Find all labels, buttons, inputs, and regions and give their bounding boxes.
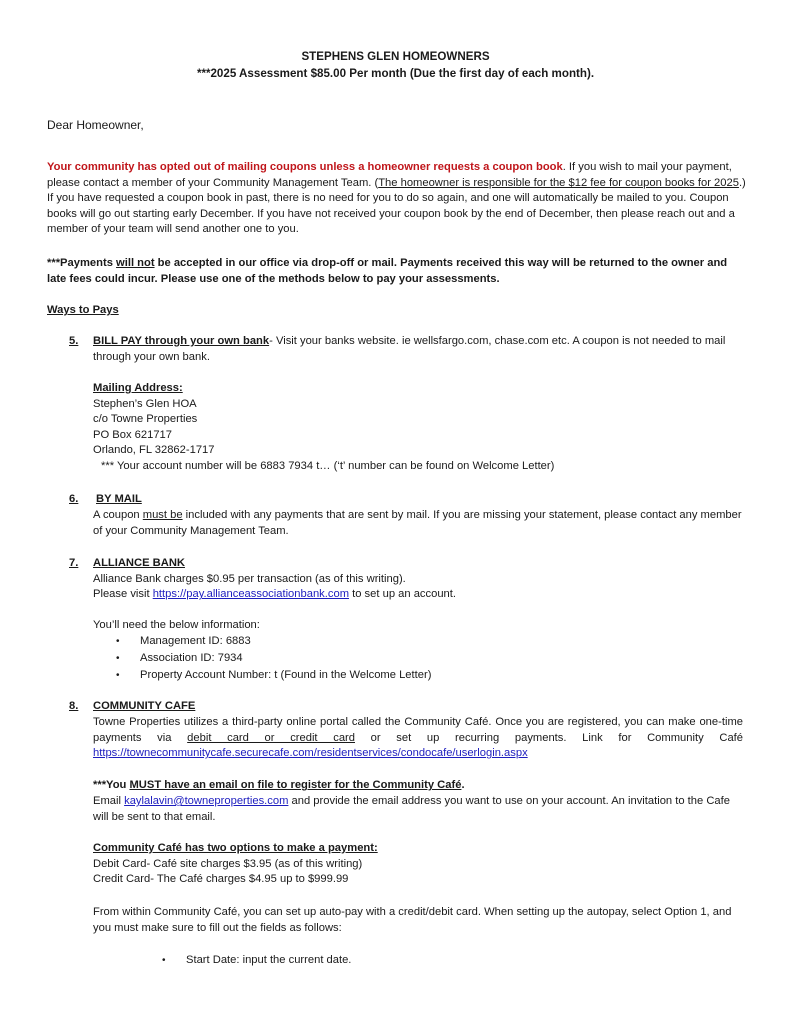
community-cafe-link[interactable]: https://townecommunitycafe.securecafe.com/residentservices/condocafe/userlogin.aspx: [93, 747, 528, 760]
intro-paragraph: [47, 160, 747, 238]
bullet-icon: •: [116, 670, 120, 681]
property-account-number: Property Account Number: t (Found in the Welcome Letter): [140, 669, 432, 681]
list-item: [116, 668, 431, 684]
document-title: STEPHENS GLEN HOMEOWNERS: [301, 50, 490, 63]
debit-card-option: Debit Card- Café site charges $3.95 (as of this writing): [93, 857, 363, 870]
warning-paragraph: [47, 256, 747, 287]
association-id: Association ID: 7934: [140, 652, 243, 664]
section-number-8: 8.: [69, 700, 79, 712]
warning-underlined: will not: [116, 257, 155, 269]
bill-pay-text: - Visit your banks website. ie wellsfargo.com, chase.com etc. A coupon is not needed to mail through your own bank.: [93, 335, 726, 363]
cafe-must-underlined: MUST have an email on file to register for the Community Café: [129, 779, 462, 791]
mailing-address-heading: Mailing Address:: [93, 382, 183, 394]
section-number-5: 5.: [69, 335, 79, 347]
intro-text-1: . If you wish to mail your payment, please contact a member of your Community Management Team. (: [47, 161, 732, 189]
by-mail-text-2: included with any payments that are sent by mail. If you are missing your statement, please contact any member of your Community Management Team.: [93, 509, 742, 537]
email-link[interactable]: kaylalavin@towneproperties.com: [124, 795, 289, 807]
list-item: [116, 634, 251, 650]
alliance-visit-pre: Please visit: [93, 588, 153, 601]
by-mail-underlined: must be: [142, 509, 183, 521]
cafe-email-requirement: [93, 778, 743, 794]
cafe-underlined: debit card or credit card: [187, 731, 355, 744]
alliance-bank-link[interactable]: https://pay.allianceassociationbank.com: [152, 588, 350, 601]
cafe-email-pre: Email: [93, 795, 125, 807]
section-number-6: 6.: [69, 493, 79, 505]
section-number-7: 7.: [69, 557, 79, 569]
bill-pay-section: [93, 334, 743, 365]
address-line: Orlando, FL 32862-1717: [93, 444, 215, 457]
list-item: [162, 953, 351, 969]
cafe-text-2: or set up recurring payments. Link for Community Café: [355, 731, 743, 744]
alliance-visit-line: [93, 587, 743, 603]
cafe-must-lead: ***You: [93, 779, 130, 791]
ways-to-pay-heading: Ways to Pays: [47, 304, 119, 316]
alliance-need-info: You’ll need the below information:: [93, 619, 260, 631]
alliance-title: ALLIANCE BANK: [93, 557, 185, 569]
cafe-email-post: and provide the email address you want to use on your account. An invitation to the Cafe will be sent to that email.: [93, 795, 730, 823]
bullet-icon: •: [162, 955, 166, 966]
by-mail-text-1: A coupon: [93, 509, 143, 521]
cafe-options-heading: Community Café has two options to make a payment:: [93, 842, 378, 854]
account-number-note: *** Your account number will be 6883 7934 t… (‘t’ number can be found on Welcome Letter): [101, 459, 555, 472]
alliance-section: [93, 556, 743, 603]
intro-red-lead: Your community has opted out of mailing coupons unless a homeowner requests a coupon book: [47, 161, 563, 173]
bullet-icon: •: [116, 636, 120, 647]
warning-rest: be accepted in our office via drop-off or mail. Payments received this way will be returned to the owner and late fees could incur. Please use one of the methods below to pay your assessments.: [47, 257, 728, 285]
by-mail-text: [93, 508, 743, 539]
autopay-paragraph: From within Community Café, you can set up auto-pay with a credit/debit card. When setting up the autopay, select Option 1, and you must make sure to fill out the fields as follows:: [93, 906, 732, 934]
address-line: PO Box 621717: [93, 428, 172, 441]
management-id: Management ID: 6883: [140, 635, 251, 647]
cafe-description: [93, 715, 743, 762]
by-mail-title: [96, 492, 746, 508]
address-line: Stephen’s Glen HOA: [93, 397, 197, 410]
cafe-title: COMMUNITY CAFE: [93, 700, 196, 712]
cafe-title-wrap: [93, 699, 743, 715]
intro-text-2: .) If you have requested a coupon book in past, there is no need for you to do so again, and one will automatically be mailed to you. Coupon books will go out starting early December. If you have not received your coupon book by the end of December, then please reach out and a member of your team will send another one to you.: [47, 176, 746, 236]
intro-underlined: The homeowner is responsible for the $12 fee for coupon books for 2025: [378, 176, 739, 189]
address-line: c/o Towne Properties: [93, 413, 198, 426]
greeting: Dear Homeowner,: [47, 118, 144, 132]
bill-pay-title: BILL PAY through your own bank: [93, 335, 270, 347]
bullet-icon: •: [116, 653, 120, 664]
by-mail-title-text: BY MAIL: [96, 493, 142, 505]
list-item: [116, 651, 243, 667]
alliance-charges: Alliance Bank charges $0.95 per transaction (as of this writing).: [93, 572, 406, 585]
warning-lead: ***Payments: [47, 257, 117, 269]
credit-card-option: Credit Card- The Café charges $4.95 up to $999.99: [93, 873, 349, 886]
cafe-text-1: Towne Properties utilizes a third-party online portal called the Community Café. Once you are registered, you can make one-time payments via: [93, 716, 743, 744]
mailing-address-block: [93, 381, 743, 475]
cafe-must-end: .: [461, 779, 465, 791]
alliance-visit-post: to set up an account.: [349, 588, 456, 601]
cafe-email-line: [93, 794, 743, 825]
document-subtitle: ***2025 Assessment $85.00 Per month (Due the first day of each month).: [196, 67, 595, 80]
cafe-options: [93, 841, 743, 888]
start-date-instruction: Start Date: input the current date.: [186, 954, 352, 966]
